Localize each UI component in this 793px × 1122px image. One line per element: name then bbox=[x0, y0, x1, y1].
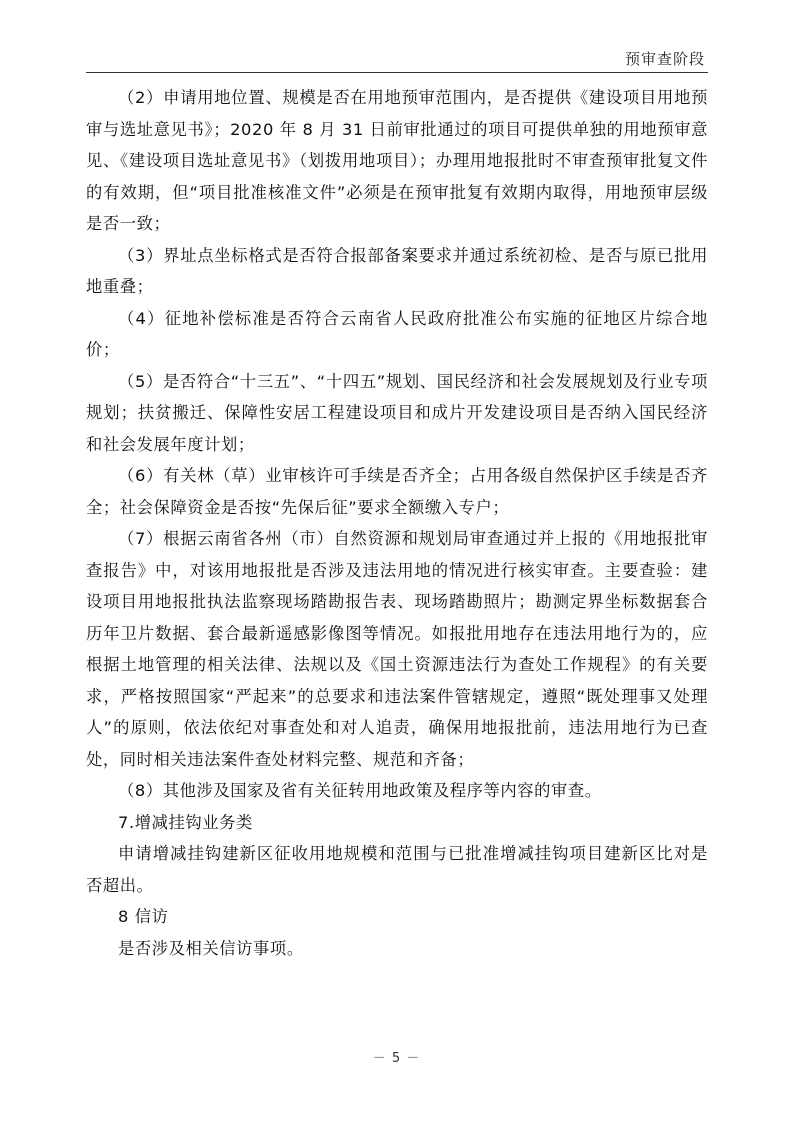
section-8-body: 是否涉及相关信访事项。 bbox=[118, 938, 304, 958]
running-header: 预审查阶段 bbox=[624, 50, 705, 68]
paragraph-item-6: （6）有关林（草）业审核许可手续是否齐全；占用各级自然保护区手续是否齐全；社会保障资金是否按“先保后征”要求全额缴入专户； bbox=[86, 466, 708, 517]
page-number: － 5 － bbox=[372, 1051, 421, 1066]
section-7-body: 申请增减挂钩建新区征收用地规模和范围与已批准增减挂钩项目建新区比对是否超出。 bbox=[86, 844, 708, 895]
header-divider bbox=[86, 72, 708, 73]
paragraph-item-5: （5）是否符合“十三五”、“十四五”规划、国民经济和社会发展规划及行业专项规划；扶贫搬迁、保障性安居工程建设项目和成片开发建设项目是否纳入国民经济和社会发展年度计划； bbox=[86, 371, 708, 454]
section-heading-8: 8 信访 bbox=[118, 907, 169, 926]
paragraph-item-2: （2）申请用地位置、规模是否在用地预审范围内，是否提供《建设项目用地预审与选址意见书》；2020 年 8 月 31 日前审批通过的项目可提供单独的用地预审意见、《建设项目选址意见书》（划拨用地项目）；办理用地报批时不审查预审批复文件的有效期，但“项目批准核准文件”必须是在预审批复有效期内取得，用地预审层级是否一致； bbox=[86, 88, 708, 233]
paragraph-item-3: （3）界址点坐标格式是否符合报部备案要求并通过系统初检、是否与原已批用地重叠； bbox=[86, 245, 708, 296]
paragraph-item-4: （4）征地补偿标准是否符合云南省人民政府批准公布实施的征地区片综合地价； bbox=[86, 308, 708, 359]
paragraph-item-8: （8）其他涉及国家及省有关征转用地政策及程序等内容的审查。 bbox=[118, 781, 602, 800]
paragraph-item-7: （7）根据云南省各州（市）自然资源和规划局审查通过并上报的《用地报批审查报告》中，对该用地报批是否涉及违法用地的情况进行核实审查。主要查验：建设项目用地报批执法监察现场踏勘报告表、现场踏勘照片；勘测定界坐标数据套合历年卫片数据、套合最新遥感影像图等情况。如报批用地存在违法用地行为的，应根据土地管理的相关法律、法规以及《国土资源违法行为查处工作规程》的有关要求，严格按照国家“严起来”的总要求和违法案件管辖规定，遵照“既处理事又处理人”的原则，依法依纪对事查处和对人追责，确保用地报批前，违法用地行为已查处，同时相关违法案件查处材料完整、规范和齐备； bbox=[86, 529, 708, 769]
section-heading-7: 7.增减挂钩业务类 bbox=[118, 812, 253, 832]
document-body bbox=[86, 82, 708, 964]
